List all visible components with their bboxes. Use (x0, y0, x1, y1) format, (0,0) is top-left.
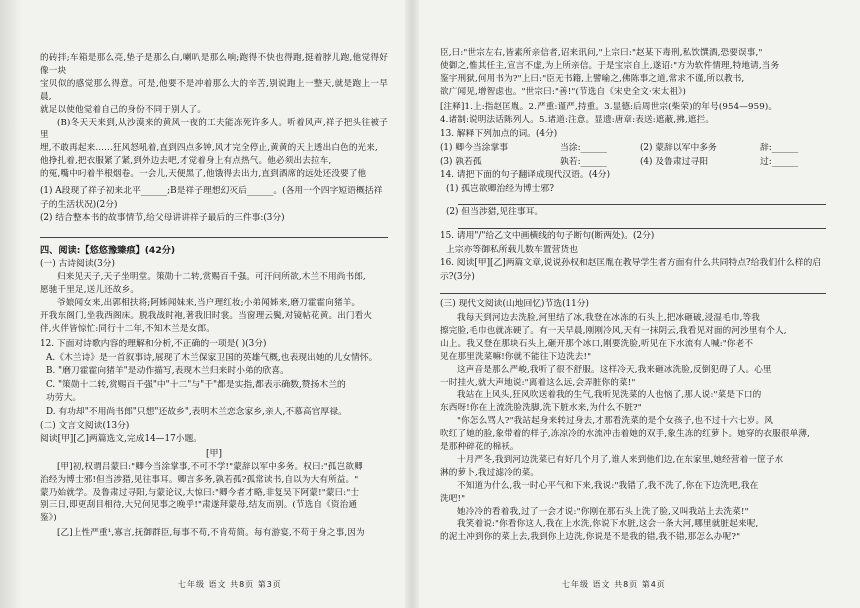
page-right (412, 0, 860, 608)
page-left (0, 0, 418, 608)
page-footer-right: 七年级 语文 共8页 第4页 (562, 580, 666, 589)
modern-line: 洗吧!" (440, 493, 466, 504)
question-12-option: C. "策勋十二转,赏赐百千强"中"十二"与"千"都是实指,都表示确数,赞扬木兰的 (46, 379, 346, 390)
modern-line: 是那种碎花的棉袄。 (440, 442, 519, 453)
modern-line: 吹红了她的脸,象带着的样子,冻凉冷的水流冲击着她的双手,象生冻的红萝卜。她穿的衣服很单薄, (440, 429, 811, 440)
question-13-row (440, 142, 826, 156)
passage-line: (B)冬天天来到,从沙漠来的黄风一夜的工夫能冻死许多人。听着风声,祥子把头往被子里 (40, 117, 388, 141)
jia-line: [甲]初,权谓吕蒙曰:"卿今当涂掌事,不可不学!"蒙辞以军中多务。权曰:"孤岂欲卿 (57, 461, 363, 472)
modern-line: 一时挂火,就大声地说:"离着这么远,会弄脏你的菜!" (440, 377, 636, 388)
modern-line: 淋的萝卜,我过滤冷的菜。 (440, 467, 540, 478)
poem-line: 爷娘闻女来,出郭相扶将;阿姊闻妹来,当户理红妆;小弟闻姊来,磨刀霍霍向猪羊。 (57, 298, 361, 309)
modern-line: "你怎么骂人?"我站起身来转过身去,才那看洗菜的是个女孩子,也不过十六七岁。风 (457, 416, 774, 427)
yi-line: 欲广闻见,增智虑也。"世宗曰:"善!"(节选自《宋史全文·宋太祖》) (440, 86, 687, 97)
jia-line: 别三日,即更刮目相待,大兄何见事之晚乎!"肃遂拜蒙母,结友而别。(节选自《资治通 (40, 500, 358, 511)
poem-line: 归来见天子,天子坐明堂。策勋十二转,赏赐百千强。可汗问所欲,木兰不用尚书郎, (57, 272, 366, 283)
question-13-row (440, 156, 826, 170)
question-12-option: 功劳大。 (46, 393, 82, 404)
modern-line: 十月严冬,我到河边洗菜已有好几个月了,谁人来到他们边,在东家里,她经营着一筐子水 (457, 454, 784, 465)
modern-line: 这声音是那么严峻,我听了很不舒服。这样冷天,我来砸冰洗脸,反倒犯碍了人。心里 (457, 364, 772, 375)
question-16: 16. 阅读[甲][乙]两篇文章,说说孙权和赵匡胤在教导学生者方面有什么共同特点?给我们什么样的启示?(3分) (440, 258, 822, 282)
page-footer-left: 七年级 语文 共8页 第3页 (178, 580, 282, 589)
question-15: 15. 请用"/"给乙文中画横线的句子断句(断两处)。(2分) (440, 231, 655, 241)
jia-line: 鉴》) (40, 513, 57, 524)
classical-task: 阅读[甲][乙]两篇选文,完成14—17小题。 (40, 434, 203, 445)
answer-line[interactable] (458, 196, 826, 205)
modern-line: 不知道为什么,我一时心平气和下来,我说:"我错了,我不洗了,你在下边洗吧,我在 (457, 480, 759, 491)
q13-answer[interactable]: 当涂:______ (560, 143, 607, 154)
section-four-title: 四、阅读:【悠悠豫臻痕】(42分) (40, 244, 176, 256)
modern-line: 见在那里洗菜嘛!你就不能往下边洗去!" (440, 351, 592, 362)
passage-line: 他挣扎着,把衣服紧了紧,到外边去吧,才觉着身上有点热气。他必须出去拉车, (40, 156, 332, 167)
q13-answer[interactable]: 过:______ (760, 156, 799, 167)
poem-line: 开我东阁门,坐我西阁床。脱我战时袍,著我旧时裳。当窗理云鬓,对镜帖花黄。出门看火 (40, 311, 373, 322)
answer-line[interactable] (458, 220, 826, 229)
question-14: 14. 请把下面的句子翻译成现代汉语。(4分) (440, 170, 610, 181)
modern-line: 我笑着说:"你看你这人,我在上水洗,你说下水脏,这会一条大河,哪里就脏起来呢, (457, 519, 759, 530)
question-14-item: (2) 但当涉猎,见往事耳。 (446, 207, 544, 218)
poem-line: 愿驰千里足,送儿还故乡。 (40, 285, 140, 296)
modern-line: 她冷冷的看着我,过了一会才说:"你刚在那石头上洗了脸,又叫我站上去洗菜!" (457, 506, 749, 517)
jia-line: 治经为博士邪!但当涉猎,见往事耳。卿言多务,孰若孤?孤常读书,自以为大有所益。" (40, 474, 359, 485)
q13-item: (3) 孰若孤 (440, 156, 482, 167)
passage-line: 埋,不敢再起来……狂风怒吼着,直到四点多钟,风才完全停止,黄黄的天上透出白色的光来, (40, 143, 378, 154)
q13-item: (1) 卿今当涂掌事 (440, 143, 509, 154)
passage-line: 宝贝似的感觉那么得意。可是,他要不是冲着那么大的辛苦,别说跑上一整天,就是跑上一早晨, (40, 78, 388, 102)
question-15-sentence: 上宗亦等御私所载儿数车置营货也 (446, 244, 578, 255)
q13-item: (4) 及鲁肃过寻阳 (640, 156, 709, 167)
question-12-option: D. 有功却"不用尚书郎"只想"还故乡",表明木兰恋念家乡,亲人,不慕高官厚禄。 (46, 406, 347, 417)
poem-line: 伴,火伴皆惊忙:同行十二年,不知木兰是女郎。 (40, 324, 215, 335)
q13-item: (2) 蒙辞以军中多务 (640, 143, 717, 154)
passage-line: 的冤,嘴中叼着半根烟卷。一会儿,天便黑了,他饿得去出力,直到酒席的远处还没要了他 (40, 169, 367, 180)
question-12: 12. 下面对诗歌内容的理解和分析,不正确的一项是( )(3分) (40, 338, 267, 349)
question-12-option: B. "磨刀霍霍向猪羊"是动作描写,表现木兰归来时小弟的欣喜。 (46, 366, 289, 377)
note-line: [注释]1.上:指赵匡胤。2.严重:谨严,持重。3.显德:后周世宗(柴荣)的年号(954—959)。 (440, 101, 778, 112)
question-12-option: A.《木兰诗》是一首叙事诗,展现了木兰保家卫国的英雄气概,也表现出她的儿女情怀。 (46, 352, 378, 363)
modern-section-title: (三) 现代文阅读(山地回忆)节选(11分) (440, 299, 589, 310)
question-14-item: (1) 孤岂欲卿治经为博士邪? (446, 183, 554, 194)
question-11-1: (1) A段现了祥子初来北平______;B是祥子理想幻灭后______。(各用一个四字短语概括祥子的生活状况)(2分) (40, 186, 383, 210)
left-column (40, 52, 388, 540)
answer-line[interactable] (440, 284, 826, 294)
note-line: 4.诸制:说明法话陈列人。5.诸道:注意。显遗:唐章:表送:遮蔽,拂,遮拦。 (440, 114, 715, 125)
modern-line: 的泥土冲到你的菜上去,我到你上边洗,你说是不是我的错,我不错,那怎么办呢?" (440, 532, 741, 543)
yi-line: 臣,曰:"世宗左右,皆素所亲信者,诏来讯问,"上宗曰:"赵某下毒刑,私饮馔酒,恐要误事," (440, 48, 763, 58)
modern-line: 山上。我又登在那块石头上,砸开那个冰口,刚要洗脸,听见在下水流有人喊:"你老不 (440, 338, 754, 349)
jia-label: [甲] (205, 448, 223, 459)
yi-line: [乙]上性严重¹,寡言,抚御群臣,每事不苟,不肯苟简。每有游宴,不苟于身之事,因为 (57, 528, 365, 539)
passage-line: 就足以使他觉着自己的身份不同于别人了。 (40, 104, 207, 115)
q13-answer[interactable]: 辞:______ (760, 143, 799, 154)
yi-line: 鉴宇刑狱,何用书为?"上曰:"臣无书籍,上譬喻之,佛陈事之道,常求不谨,所以教书, (440, 73, 745, 84)
modern-line: 我站在上风头,狂风吹送着我的生气,我听见洗菜的人也恼了,那人说:"菜是下口的 (457, 390, 762, 401)
poem-section-title: (一) 古诗阅读(3分) (40, 258, 115, 269)
modern-line: 擦完脸,毛巾也就冻硬了。有一天早晨,刚刚冷风,天有一抹阴云,我看见对面的河沙里有个人, (440, 325, 787, 336)
modern-line: 我每天到河边去洗脸,河里结了冰,我登在冰冻的石头上,把冰砸破,浸湿毛巾,等我 (457, 312, 760, 323)
question-11-2: (2) 结合整本书的故事情节,给父母讲讲祥子最后的三件事:(3分) (40, 213, 285, 224)
passage-line: 的砖拌;车箱是那么亮,垫子是那么白,喇叭是那么响;跑得不快也得跑,挺着脖儿跑,他觉得好像一块 (40, 53, 388, 76)
right-column (440, 47, 826, 544)
classical-section-title: (二) 文言文阅读(13分) (40, 420, 130, 431)
yi-line: 使御之,惟其任主,宣言不虚,为上所亲信。于是宝宗自上,遂诏:"方为软件情理,特地请,当务 (440, 60, 780, 71)
q13-answer[interactable]: 孰若:______ (560, 156, 607, 167)
question-13: 13. 解释下列加点的词。(4分) (440, 129, 558, 140)
answer-line[interactable] (40, 226, 388, 238)
modern-line: 东西呀!你在上流洗脸洗脚,洗下脏水来,为什么不脏?" (440, 403, 642, 414)
jia-line: 蒙乃始就学。及鲁肃过寻阳,与蒙论议,大惊曰:"卿今者才略,非复吴下阿蒙!"蒙曰:"士 (40, 487, 360, 498)
